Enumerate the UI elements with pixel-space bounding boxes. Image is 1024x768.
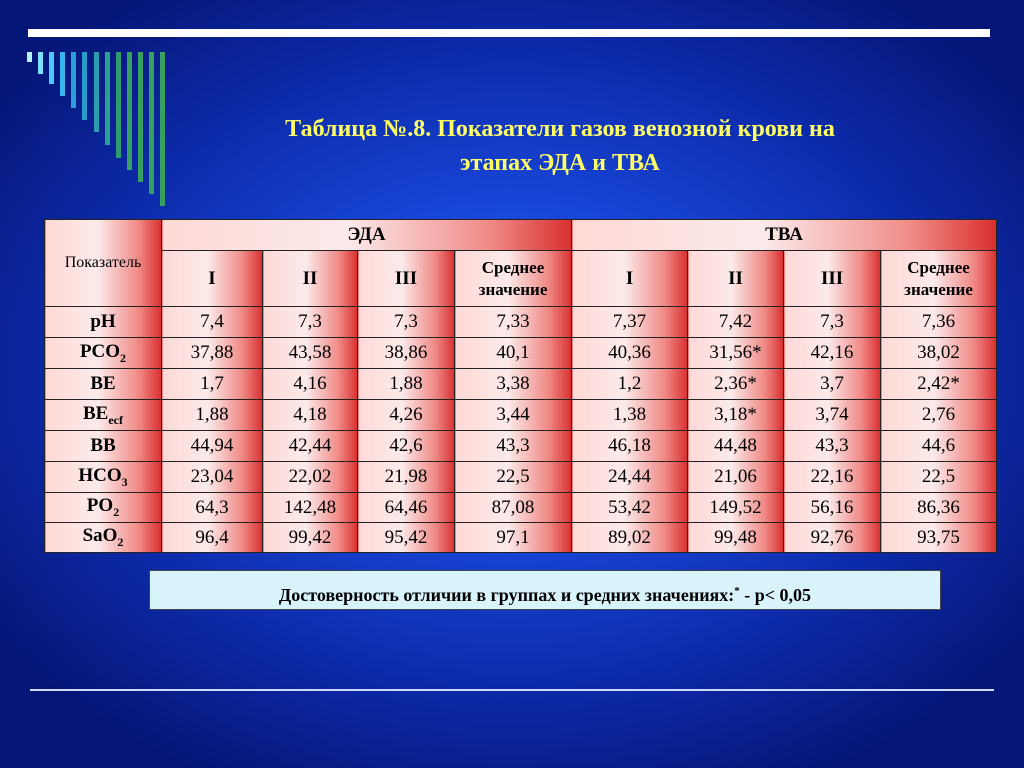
value-cell: 22,5	[881, 462, 997, 493]
value-cell: 95,42	[358, 523, 455, 553]
decor-bar	[60, 52, 65, 96]
row-label	[45, 431, 162, 462]
title-line-2: этапах ЭДА и ТВА	[460, 150, 660, 176]
value-cell: 7,36	[881, 307, 997, 338]
blood-gas-table	[44, 219, 997, 553]
row-label-text: pH	[90, 311, 116, 332]
value-cell: 87,08	[455, 493, 572, 523]
subheader: II	[263, 251, 358, 307]
subheader: Среднее значение	[455, 251, 572, 307]
table-row	[45, 493, 997, 523]
value-cell: 44,6	[881, 431, 997, 462]
decor-bar	[160, 52, 165, 206]
value-cell: 24,44	[572, 462, 688, 493]
table-row	[45, 462, 997, 493]
row-label	[45, 493, 162, 523]
value-cell: 38,02	[881, 338, 997, 369]
decor-bar	[149, 52, 154, 194]
row-label	[45, 338, 162, 369]
value-cell: 3,18*	[688, 400, 784, 431]
decor-bar	[49, 52, 54, 84]
row-label	[45, 369, 162, 400]
subheader: Среднее значение	[881, 251, 997, 307]
value-cell: 22,5	[455, 462, 572, 493]
value-cell: 93,75	[881, 523, 997, 553]
value-cell: 43,3	[455, 431, 572, 462]
row-label	[45, 307, 162, 338]
value-cell: 64,46	[358, 493, 455, 523]
value-cell: 42,16	[784, 338, 881, 369]
value-cell: 99,42	[263, 523, 358, 553]
value-cell: 149,52	[688, 493, 784, 523]
value-cell: 40,1	[455, 338, 572, 369]
table-row	[45, 523, 997, 553]
table-row	[45, 307, 997, 338]
value-cell: 22,02	[263, 462, 358, 493]
subheader: II	[688, 251, 784, 307]
row-label-subscript: ecf	[108, 412, 123, 427]
decor-bar	[82, 52, 87, 120]
value-cell: 86,36	[881, 493, 997, 523]
decorative-bars	[0, 0, 180, 210]
table-row	[45, 400, 997, 431]
row-label-text: SaO	[82, 525, 118, 547]
value-cell: 1,7	[162, 369, 263, 400]
group-header-tva: ТВА	[572, 220, 997, 251]
row-label-subscript: 2	[120, 350, 127, 365]
decor-bar	[27, 52, 32, 62]
value-cell: 99,48	[688, 523, 784, 553]
subheader: I	[572, 251, 688, 307]
group-header-row	[45, 220, 997, 251]
value-cell: 40,36	[572, 338, 688, 369]
row-label-subscript: 2	[113, 504, 120, 519]
row-label	[45, 462, 162, 493]
bottom-rule	[30, 689, 994, 691]
value-cell: 89,02	[572, 523, 688, 553]
row-label-text: HCO	[78, 464, 122, 486]
table-row	[45, 338, 997, 369]
row-label	[45, 523, 162, 553]
value-cell: 92,76	[784, 523, 881, 553]
decor-bar	[38, 52, 43, 74]
table-body	[45, 220, 997, 553]
value-cell: 31,56*	[688, 338, 784, 369]
value-cell: 4,26	[358, 400, 455, 431]
value-cell: 46,18	[572, 431, 688, 462]
table-row	[45, 431, 997, 462]
value-cell: 7,3	[784, 307, 881, 338]
row-label-subscript: 3	[121, 474, 128, 489]
value-cell: 2,42*	[881, 369, 997, 400]
value-cell: 7,37	[572, 307, 688, 338]
value-cell: 4,18	[263, 400, 358, 431]
value-cell: 21,06	[688, 462, 784, 493]
value-cell: 4,16	[263, 369, 358, 400]
decor-bar	[71, 52, 76, 108]
table-row	[45, 369, 997, 400]
subheader: III	[784, 251, 881, 307]
value-cell: 21,98	[358, 462, 455, 493]
decor-bar	[138, 52, 143, 182]
title-line-1: Таблица №.8. Показатели газов венозной крови на	[285, 116, 835, 142]
decor-bar	[127, 52, 132, 170]
note-suffix: - р< 0,05	[739, 585, 812, 605]
value-cell: 42,6	[358, 431, 455, 462]
slide-title	[180, 112, 940, 180]
value-cell: 22,16	[784, 462, 881, 493]
note-prefix: Достоверность отличии в группах и средних значениях:	[278, 585, 735, 605]
value-cell: 3,7	[784, 369, 881, 400]
row-label-subscript: 2	[117, 534, 124, 549]
value-cell: 142,48	[263, 493, 358, 523]
value-cell: 1,2	[572, 369, 688, 400]
value-cell: 44,48	[688, 431, 784, 462]
value-cell: 64,3	[162, 493, 263, 523]
significance-note	[149, 570, 941, 610]
value-cell: 7,3	[358, 307, 455, 338]
row-label-text: PCO	[79, 340, 121, 362]
value-cell: 2,76	[881, 400, 997, 431]
value-cell: 43,58	[263, 338, 358, 369]
row-label-text: BB	[90, 435, 116, 456]
value-cell: 2,36*	[688, 369, 784, 400]
row-label-text: BE	[82, 402, 109, 424]
value-cell: 23,04	[162, 462, 263, 493]
value-cell: 7,3	[263, 307, 358, 338]
value-cell: 1,38	[572, 400, 688, 431]
value-cell: 7,42	[688, 307, 784, 338]
decor-bar	[94, 52, 99, 132]
value-cell: 96,4	[162, 523, 263, 553]
value-cell: 3,44	[455, 400, 572, 431]
value-cell: 37,88	[162, 338, 263, 369]
row-label	[45, 400, 162, 431]
decor-bar	[116, 52, 121, 158]
value-cell: 42,44	[263, 431, 358, 462]
value-cell: 1,88	[162, 400, 263, 431]
group-header-eda: ЭДА	[162, 220, 572, 251]
value-cell: 44,94	[162, 431, 263, 462]
value-cell: 3,74	[784, 400, 881, 431]
note-mark: *	[734, 585, 740, 597]
value-cell: 7,4	[162, 307, 263, 338]
value-cell: 7,33	[455, 307, 572, 338]
subheader-row	[45, 251, 997, 307]
value-cell: 3,38	[455, 369, 572, 400]
value-cell: 56,16	[784, 493, 881, 523]
row-label-text: PO	[86, 495, 114, 517]
subheader: III	[358, 251, 455, 307]
value-cell: 97,1	[455, 523, 572, 553]
subheader: I	[162, 251, 263, 307]
value-cell: 43,3	[784, 431, 881, 462]
value-cell: 53,42	[572, 493, 688, 523]
decor-bar	[105, 52, 110, 145]
label-header: Показатель	[45, 220, 162, 307]
value-cell: 1,88	[358, 369, 455, 400]
row-label-text: BE	[90, 373, 116, 394]
value-cell: 38,86	[358, 338, 455, 369]
